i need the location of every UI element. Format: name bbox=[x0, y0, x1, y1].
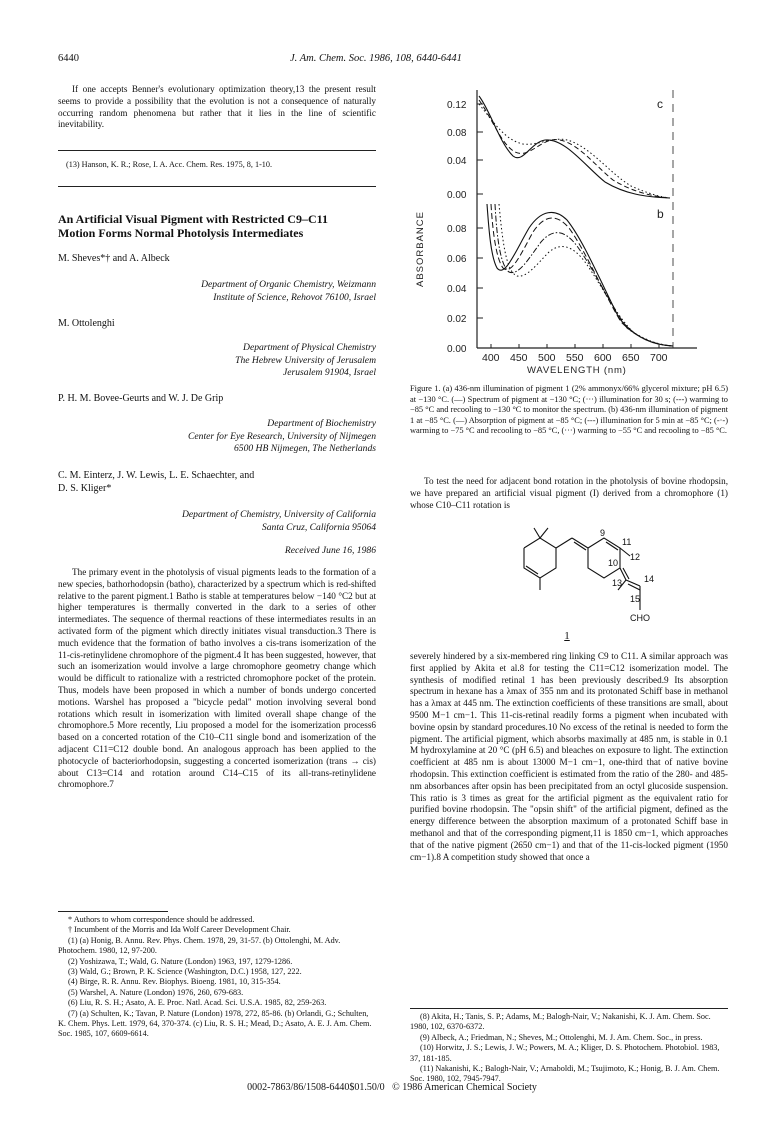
bottom-tick-label: 0.06 bbox=[447, 254, 467, 265]
divider bbox=[58, 186, 376, 187]
copyright-footer: 0002-7863/86/1508-6440$01.50/0 © 1986 American Chemical Society bbox=[247, 1082, 537, 1093]
footnote: (10) Horwitz, J. S.; Lewis, J. W.; Powers, M. A.; Kliger, D. S. Photochem. Photobiol. 1983, 37, 181-185. bbox=[410, 1043, 720, 1063]
left-column bbox=[58, 84, 376, 131]
atom-label: CHO bbox=[630, 613, 650, 623]
affiliation-line: Center for Eye Research, University of Nijmegen bbox=[187, 430, 376, 442]
article-title: An Artificial Visual Pigment with Restricted C9–C11 Motion Forms Normal Photolysis Intermediates bbox=[58, 212, 328, 240]
panel-b-label: b bbox=[657, 207, 664, 221]
top-ticks bbox=[477, 104, 483, 194]
bottom-tick-label: 0.04 bbox=[447, 284, 467, 295]
x-tick-label: 450 bbox=[510, 352, 528, 364]
footnote: † Incumbent of the Morris and Ida Wolf Career Development Chair. bbox=[68, 925, 291, 935]
curve-solid-b bbox=[487, 204, 673, 346]
right-footnotes bbox=[410, 1012, 728, 1085]
bottom-tick-label: 0.08 bbox=[447, 224, 467, 235]
affiliation-line: Department of Organic Chemistry, Weizmann bbox=[201, 279, 376, 290]
top-tick-label: 0.04 bbox=[447, 156, 467, 167]
panel-c-label: c bbox=[657, 97, 663, 111]
affiliation-line: Department of Biochemistry bbox=[267, 418, 376, 429]
authors-3: P. H. M. Bovee-Geurts and W. J. De Grip bbox=[58, 393, 224, 404]
intro-paragraph: If one accepts Benner's evolutionary optimization theory,13 the present result seems to provide a possibility that the evolution is not a consequence of naturally occurring random phenomena but rather that it lies in the line of scientific inevitability. bbox=[58, 84, 376, 130]
affiliation-3 bbox=[90, 418, 376, 456]
divider bbox=[58, 150, 376, 151]
authors-1: M. Sheves*† and A. Albeck bbox=[58, 253, 170, 264]
x-tick-label: 650 bbox=[622, 352, 640, 364]
x-tick-label: 400 bbox=[482, 352, 500, 364]
curve-dashdot-b bbox=[495, 204, 673, 346]
received-date: Received June 16, 1986 bbox=[284, 545, 376, 556]
curve-dotted-b bbox=[499, 204, 673, 346]
footnote: (3) Wald, G.; Brown, P. K. Science (Washington, D.C.) 1958, 127, 222. bbox=[68, 967, 302, 977]
footnote: (11) Nakanishi, K.; Balogh-Nair, V.; Arnaboldi, M.; Tsujimoto, K.; Honig, B. J. Am. Chem. Soc. 1980, 102, 7945-7947. bbox=[410, 1064, 720, 1084]
page-number: 6440 bbox=[58, 53, 79, 64]
top-tick-label: 0.00 bbox=[447, 190, 467, 201]
right-paragraph-1: To test the need for adjacent bond rotation in the photolysis of bovine rhodopsin, we have prepared an artificial visual pigment (I) derived from a chromophore (1) whose C10–C11 rotation is bbox=[410, 476, 728, 510]
top-tick-label: 0.08 bbox=[447, 128, 467, 139]
x-tick-label: 700 bbox=[650, 352, 668, 364]
authors-4 bbox=[58, 469, 254, 495]
footnote: (7) (a) Schulten, K.; Tavan, P. Nature (London) 1978, 272, 85-86. (b) Orlandi, G.; Schulten, K. Chem. Phys. Lett. 1979, 64, 370-374. (c) Liu, R. S. H.; Mead, D.; Asato, A. E. J. Am. Chem. Soc. 1985, 107, 6609-6614. bbox=[58, 1008, 372, 1039]
atom-label: 15 bbox=[630, 594, 641, 604]
affiliation-line: The Hebrew University of Jerusalem bbox=[235, 354, 376, 366]
affiliation-line: 6500 HB Nijmegen, The Netherlands bbox=[233, 443, 376, 455]
affiliation-line: Institute of Science, Rehovot 76100, Israel bbox=[213, 291, 376, 303]
divider bbox=[410, 1008, 728, 1009]
x-tick-label: 550 bbox=[566, 352, 584, 364]
footnote: (1) (a) Honig, B. Annu. Rev. Phys. Chem. 1978, 29, 31-57. (b) Ottolenghi, M. Adv. Photochem. 1980, 12, 97-200. bbox=[58, 935, 341, 956]
x-tick-label: 600 bbox=[594, 352, 612, 364]
footnote: (9) Albeck, A.; Friedman, N.; Sheves, M.; Ottolenghi, M. J. Am. Chem. Soc., in press. bbox=[420, 1032, 703, 1042]
figure-1-spectra bbox=[405, 82, 725, 382]
y-axis-label: ABSORBANCE bbox=[415, 211, 426, 287]
right-paragraph-2: severely hindered by a six-membered ring linking C9 to C11. A similar approach was first applied by Akita et al.8 for testing the C11=C12 isomerization model. The synthesis of modified retinal 1 has been previously described.9 Its absorption spectrum in hexane has a λmax of 355 nm and its protonated Schiff base in methanol has a λmax at 445 nm. The extinction coefficients of these transitions are small, about 9500 M−1 cm−1. This 11-cis-retinal readily forms a pigment when incubated with bovine opsin by standard procedures.10 No excess of the retinal is needed to form the pigment. The artificial pigment, which absorbs maximally at 485 nm, is stable in 0.1 M hydroxylamine at 20 °C (pH 6.5) and bleaches on exposure to light. The extinction coefficient at 485 nm is about 13000 M−1 cm−1, one-third that of native bovine rhodopsin. This extinction coefficient is estimated from the ratio of the 280- and 485-nm absorbances after opsin has been precipitated from an octyl glucoside suspension. This ratio is 3 times as great for the artificial pigment as the equivalent ratio for purified bovine rhodopsin. The "opsin shift" of the artificial pigment, defined as the energy difference between the absorption maximum of a protonated Schiff base in methanol and that of the corresponding pigment,11 is 1850 cm−1, which approaches that of the native pigment (2650 cm−1) and that of the 11-cis-locked pigment (1950 cm−1).8 A competition study showed that once a bbox=[410, 651, 728, 862]
affiliation-4 bbox=[100, 509, 376, 534]
footnote: (5) Warshel, A. Nature (London) 1976, 260, 679-683. bbox=[68, 987, 244, 997]
curve-dotted-c bbox=[479, 104, 670, 198]
curve-solid-c bbox=[479, 96, 670, 198]
affiliation-line: Santa Cruz, California 95064 bbox=[261, 521, 376, 533]
footnote-rule bbox=[58, 911, 168, 912]
footnote: (2) Yoshizawa, T.; Wald, G. Nature (London) 1963, 197, 1279-1286. bbox=[68, 956, 293, 966]
right-para-1-block bbox=[410, 476, 728, 511]
footnote: (4) Birge, R. R. Annu. Rev. Biophys. Bioeng. 1981, 10, 315-354. bbox=[68, 977, 281, 987]
footnote: (8) Akita, H.; Tanis, S. P.; Adams, M.; Balogh-Nair, V.; Nakanishi, K. J. Am. Chem. Soc. 1980, 102, 6370-6372. bbox=[410, 1012, 711, 1032]
right-para-2-block bbox=[410, 651, 728, 863]
atom-label: 11 bbox=[622, 537, 632, 547]
reference-13: (13) Hanson, K. R.; Rose, I. A. Acc. Chem. Res. 1975, 8, 1-10. bbox=[66, 160, 273, 169]
journal-header: J. Am. Chem. Soc. 1986, 108, 6440-6441 bbox=[290, 53, 462, 64]
affiliation-2 bbox=[120, 342, 376, 380]
atom-label: 10 bbox=[608, 558, 619, 568]
affiliation-1 bbox=[120, 279, 376, 304]
atom-label: 9 bbox=[600, 528, 606, 538]
x-tick-label: 500 bbox=[538, 352, 556, 364]
top-tick-label: 0.12 bbox=[447, 100, 467, 111]
author-line: D. S. Kliger* bbox=[58, 483, 112, 494]
body-column-left bbox=[58, 567, 376, 791]
curve-dashed-b bbox=[491, 204, 673, 346]
atom-label: 13 bbox=[612, 578, 623, 588]
chromophore-structure bbox=[500, 524, 700, 628]
footnote: (6) Liu, R. S. H.; Asato, A. E. Proc. Natl. Acad. Sci. U.S.A. 1985, 82, 259-263. bbox=[68, 998, 327, 1008]
footnote: * Authors to whom correspondence should be addressed. bbox=[68, 915, 255, 924]
compound-number: 1 bbox=[564, 630, 570, 642]
figure-caption: Figure 1. (a) 436-nm illumination of pigment 1 (2% ammonyx/66% glycerol mixture; pH 6.5) at −130 °C. (—) Spectrum of pigment at −130 °C; (···) illumination for 30 s; (---) warming to −85 °C and recooling to −130 °C to monitor the spectrum. (b) 436-nm illumination of pigment 1 at −85 °C. (—) Absorption of pigment at −85 °C; (---) illumination for 5 min at −85 °C; (-·-) warming to −75 °C and recooling to −85 °C, (···) warming to −55 °C and recooling to −85 °C. bbox=[410, 384, 728, 436]
body-paragraph: The primary event in the photolysis of visual pigments leads to the formation of a new species, bathorhodopsin (batho), characterized by a spectrum which is red-shifted relative to the parent pigment.1 Batho is stable at temperatures below −140 °C2 but at higher temperatures is thermally converted in the dark to a series of other intermediates. The sequence of thermal reactions of these intermediates results in an activated form of the pigment which directly initiates visual transduction.3 There is much evidence that the formation of batho involves a cis-trans isomerization of the 11-cis-retinylidene chromophore of the pigment.4 It has been suggested, however, that such an isomerization would involve a large chromophore geometry change which would be difficult to rationalize with a restricted chromophore pocket of the protein. Thus, models have been proposed in which a number of bonds undergo concerted motions. Warshel has proposed a "bicycle pedal" motion involving several bond rotations which result in isomerization with limited overall shape change of the chromophore.5 More recently, Liu proposed a model for the isomerization process6 based on a concerted rotation of the C10–C11 single bond and isomerization of the adjacent C11=C12 double bond. An analogous approach has been applied to the photocycle of bacteriorhodopsin, suggesting a concerted isomerization (trans → cis) about C13=C14 and rotation around C14–C15 of its all-trans-retinylidene chromophore.7 bbox=[58, 567, 376, 790]
atom-label: 14 bbox=[644, 574, 655, 584]
affiliation-line: Department of Physical Chemistry bbox=[243, 342, 376, 353]
x-axis-label: WAVELENGTH (nm) bbox=[527, 365, 627, 376]
author-line: C. M. Einterz, J. W. Lewis, L. E. Schaechter, and bbox=[58, 470, 255, 481]
atom-label: 12 bbox=[630, 552, 641, 562]
left-footnotes bbox=[58, 915, 376, 1040]
bottom-tick-label: 0.00 bbox=[447, 344, 467, 355]
bottom-ticks bbox=[477, 228, 483, 318]
affiliation-line: Jerusalem 91904, Israel bbox=[283, 367, 376, 379]
bottom-tick-label: 0.02 bbox=[447, 314, 467, 325]
affiliation-line: Department of Chemistry, University of California bbox=[182, 509, 376, 520]
authors-2: M. Ottolenghi bbox=[58, 318, 115, 329]
